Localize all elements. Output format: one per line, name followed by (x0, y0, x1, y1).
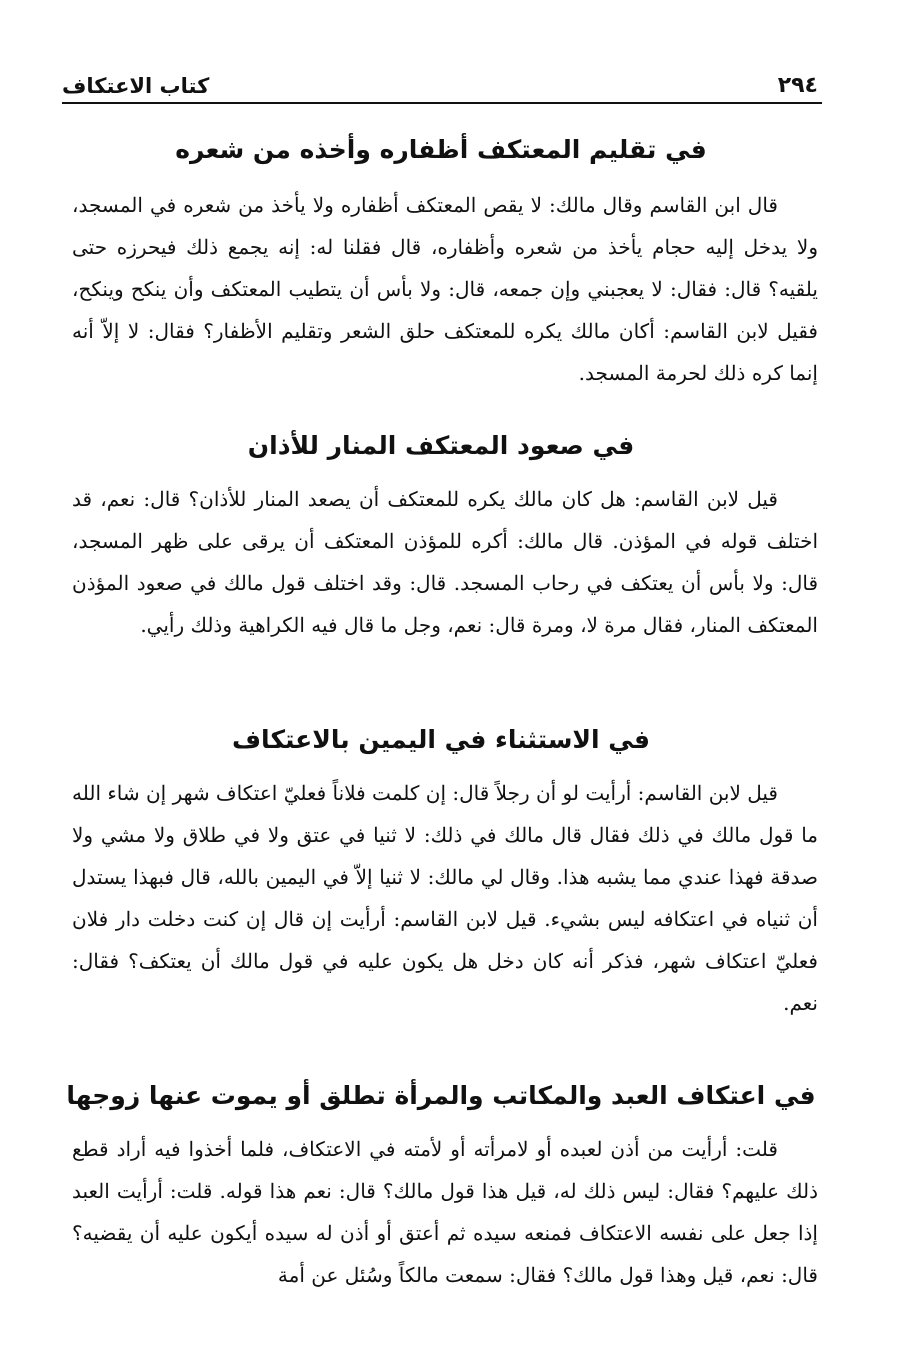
page-header (62, 62, 822, 104)
section-paragraph: قيل لابن القاسم: أرأيت لو أن رجلاً قال: إن كلمت فلاناً فعليّ اعتكاف شهر إن شاء الله ما قول مالك في ذلك فقال قال مالك في ذلك: لا ثنيا في عتق ولا في طلاق ولا مشي ولا صدقة فهذا عندي مما يشبه هذا. وقال لي مالك: لا ثنيا إلاّ في اليمين بالله، قال فبهذا يستدل أن ثنياه في اعتكافه ليس بشيء. قيل لابن القاسم: أرأيت إن قال إن كنت دخلت دار فلان فعليّ اعتكاف شهر، فذكر أنه كان دخل هل يكون عليه في قول مالك أن يعتكف؟ فقال: نعم. (72, 781, 818, 1015)
section-heading: في الاستثناء في اليمين بالاعتكاف (232, 725, 650, 754)
section-oath-exception (0, 718, 922, 1028)
section-paragraph: قال ابن القاسم وقال مالك: لا يقص المعتكف أظفاره ولا يأخذ من شعره في المسجد، ولا يدخل إليه حجام يأخذ من شعره وأظفاره، قال فقلنا له: إنه يجمع ذلك فيحرزه حتى يلقيه؟ قال: فقال: لا يعجبني وإن جمعه، قال: ولا بأس أن يتطيب المعتكف وأن ينكح وينكح، فقيل لابن القاسم: أكان مالك يكره للمعتكف حلق الشعر وتقليم الأظفار؟ فقال: لا إلاّ أنه إنما كره ذلك لحرمة المسجد. (72, 193, 818, 385)
running-title: كتاب الاعتكاف (62, 74, 210, 98)
page-number: ٢٩٤ (777, 73, 818, 98)
section-trimming-nails (0, 128, 922, 398)
section-heading: في تقليم المعتكف أظفاره وأخذه من شعره (175, 135, 707, 164)
section-paragraph: قيل لابن القاسم: هل كان مالك يكره للمعتكف أن يصعد المنار للأذان؟ قال: نعم، قد اختلف قوله في المؤذن. قال مالك: أكره للمؤذن المعتكف أن يرقى على ظهر المسجد، قال: ولا بأس أن يعتكف في رحاب المسجد. قال: وقد اختلف قول مالك في صعود المؤذن المعتكف المنار، فقال مرة لا، ومرة قال: نعم، وجل ما قال فيه الكراهية وذلك رأيي. (72, 487, 818, 637)
section-heading: في اعتكاف العبد والمكاتب والمرأة تطلق أو يموت عنها زوجها (66, 1081, 816, 1110)
section-slave-wife-itikaf (0, 1074, 922, 1324)
section-paragraph: قلت: أرأيت من أذن لعبده أو لامرأته أو لأمته في الاعتكاف، فلما أخذوا فيه أراد قطع ذلك عليهم؟ فقال: ليس ذلك له، قيل هذا قول مالك؟ قال: نعم هذا قوله. قلت: أرأيت العبد إذا جعل على نفسه الاعتكاف فمنعه سيده ثم أعتق أو أذن له سيده أيكون عليه أن يقضيه؟ قال: نعم، قيل وهذا قول مالك؟ فقال: سمعت مالكاً وسُئل عن أمة (72, 1137, 818, 1287)
section-heading: في صعود المعتكف المنار للأذان (247, 431, 635, 460)
section-minaret-adhan (0, 424, 922, 694)
